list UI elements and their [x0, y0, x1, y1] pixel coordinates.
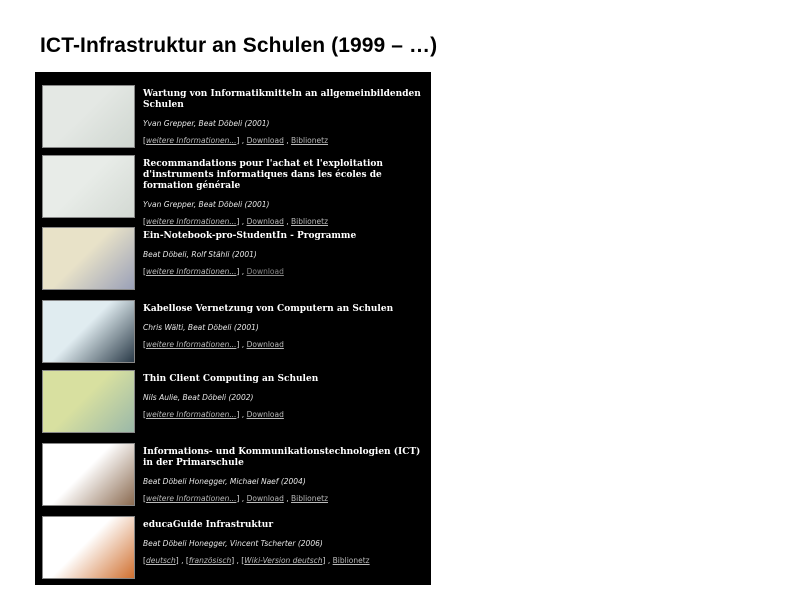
publication-title: Informations- und Kommunikationstechnologien (ICT) in der Primarschule	[143, 447, 421, 468]
publication-thumbnail[interactable]	[42, 85, 135, 148]
publication-authors: Yvan Grepper, Beat Döbeli (2001)	[143, 119, 270, 128]
französisch-link[interactable]: französisch	[188, 556, 232, 565]
publication-links: [weitere Informationen...] , Download , Biblionetz	[143, 136, 329, 145]
wiki-version-deutsch-link[interactable]: Wiki-Version deutsch	[244, 556, 323, 565]
deutsch-link[interactable]: deutsch	[145, 556, 176, 565]
separator: ,	[239, 410, 247, 419]
biblionetz-link[interactable]: Biblionetz	[291, 494, 329, 503]
separator: ,	[234, 556, 242, 565]
separator: ,	[239, 136, 247, 145]
weitere-informationen-link[interactable]: weitere Informationen...	[145, 340, 237, 349]
separator: ,	[283, 217, 292, 226]
publication-links: [weitere Informationen...] , Download , Biblionetz	[143, 494, 329, 503]
weitere-informationen-link[interactable]: weitere Informationen...	[145, 136, 237, 145]
separator: ,	[239, 217, 247, 226]
publication-links: [weitere Informationen...] , Download , Biblionetz	[143, 217, 329, 226]
weitere-informationen-link[interactable]: weitere Informationen...	[145, 267, 237, 276]
publication-authors: Beat Döbeli Honegger, Vincent Tscherter (2006)	[143, 539, 323, 548]
separator: ,	[239, 340, 247, 349]
download-link[interactable]: Download	[246, 494, 284, 503]
weitere-informationen-link[interactable]: weitere Informationen...	[145, 494, 237, 503]
page-title: ICT-Infrastruktur an Schulen (1999 – …)	[40, 34, 438, 57]
separator: ,	[283, 136, 292, 145]
separator: ,	[239, 267, 247, 276]
publication-title: Kabellose Vernetzung von Computern an Schulen	[143, 304, 394, 314]
publication-authors: Beat Döbeli, Rolf Stähli (2001)	[143, 250, 257, 259]
biblionetz-link[interactable]: Biblionetz	[291, 136, 329, 145]
separator: ,	[178, 556, 186, 565]
publication-thumbnail[interactable]	[42, 443, 135, 506]
publication-title: Thin Client Computing an Schulen	[143, 374, 319, 384]
download-link[interactable]: Download	[246, 267, 284, 276]
publication-list	[35, 72, 431, 585]
biblionetz-link[interactable]: Biblionetz	[291, 217, 329, 226]
publication-links: [weitere Informationen...] , Download	[143, 340, 284, 349]
download-link[interactable]: Download	[246, 136, 284, 145]
publication-title: Ein-Notebook-pro-StudentIn - Programme	[143, 231, 357, 241]
publication-links: [deutsch] , [französisch] , [Wiki-Version deutsch] , Biblionetz	[143, 556, 370, 565]
publication-title: Wartung von Informatikmitteln an allgemeinbildenden Schulen	[143, 89, 421, 110]
publication-authors: Yvan Grepper, Beat Döbeli (2001)	[143, 200, 270, 209]
publication-links: [weitere Informationen...] , Download	[143, 267, 284, 276]
publication-thumbnail[interactable]	[42, 370, 135, 433]
separator: ,	[325, 556, 333, 565]
weitere-informationen-link[interactable]: weitere Informationen...	[145, 410, 237, 419]
publication-title: educaGuide Infrastruktur	[143, 520, 274, 530]
publication-thumbnail[interactable]	[42, 300, 135, 363]
download-link[interactable]: Download	[246, 217, 284, 226]
publication-links: [weitere Informationen...] , Download	[143, 410, 284, 419]
separator: ,	[283, 494, 292, 503]
publication-authors: Beat Döbeli Honegger, Michael Naef (2004)	[143, 477, 306, 486]
biblionetz-link[interactable]: Biblionetz	[332, 556, 370, 565]
download-link[interactable]: Download	[246, 410, 284, 419]
publication-authors: Chris Wälti, Beat Döbeli (2001)	[143, 323, 259, 332]
publication-thumbnail[interactable]	[42, 227, 135, 290]
publication-authors: Nils Aulie, Beat Döbeli (2002)	[143, 393, 254, 402]
publication-title: Recommandations pour l'achat et l'exploitation d'instruments informatiques dans les écoles de formation générale	[143, 159, 383, 191]
download-link[interactable]: Download	[246, 340, 284, 349]
separator: ,	[239, 494, 247, 503]
publication-thumbnail[interactable]	[42, 516, 135, 579]
publication-thumbnail[interactable]	[42, 155, 135, 218]
weitere-informationen-link[interactable]: weitere Informationen...	[145, 217, 237, 226]
